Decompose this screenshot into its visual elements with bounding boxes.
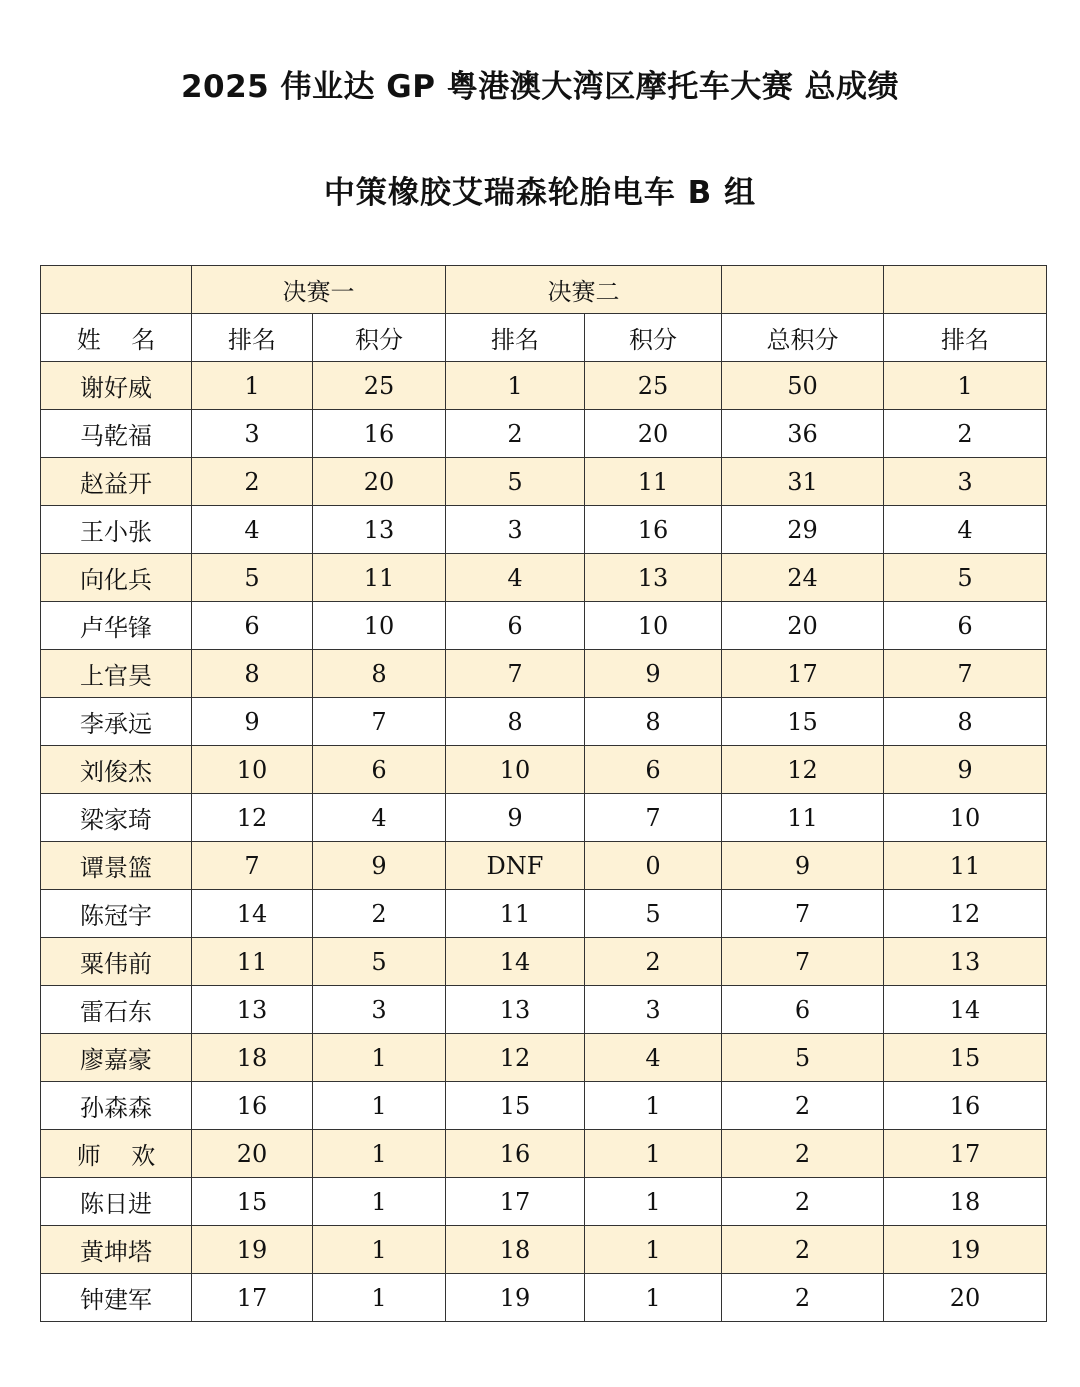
final1-points-cell: 13 (313, 506, 446, 554)
final2-points-cell: 9 (585, 650, 722, 698)
column-header-total-points: 总积分 (722, 314, 884, 362)
final1-points-cell: 7 (313, 698, 446, 746)
table-row (41, 698, 1047, 746)
column-header-final1-points: 积分 (313, 314, 446, 362)
table-row (41, 1034, 1047, 1082)
overall-rank-cell: 19 (884, 1226, 1047, 1274)
overall-rank-cell: 7 (884, 650, 1047, 698)
overall-rank-cell: 9 (884, 746, 1047, 794)
final1-points-cell: 20 (313, 458, 446, 506)
total-points-cell: 11 (722, 794, 884, 842)
page-subtitle: 中策橡胶艾瑞森轮胎电车 B 组 (323, 175, 757, 211)
final2-points-cell: 1 (585, 1226, 722, 1274)
final1-rank-cell: 7 (192, 842, 313, 890)
total-points-cell: 2 (722, 1178, 884, 1226)
table-row (41, 554, 1047, 602)
group-header-rank-blank (884, 266, 1047, 314)
final1-rank-cell: 18 (192, 1034, 313, 1082)
group-header-final1: 决赛一 (192, 266, 446, 314)
rider-name-cell: 马乾福 (41, 410, 192, 458)
final1-points-cell: 8 (313, 650, 446, 698)
final1-rank-cell: 8 (192, 650, 313, 698)
total-points-cell: 36 (722, 410, 884, 458)
final2-points-cell: 16 (585, 506, 722, 554)
final1-rank-cell: 14 (192, 890, 313, 938)
final2-rank-cell: 10 (446, 746, 585, 794)
final2-points-cell: 10 (585, 602, 722, 650)
total-points-cell: 7 (722, 938, 884, 986)
final1-points-cell: 4 (313, 794, 446, 842)
table-row (41, 1178, 1047, 1226)
final1-points-cell: 2 (313, 890, 446, 938)
column-header-final2-rank: 排名 (446, 314, 585, 362)
final2-points-cell: 7 (585, 794, 722, 842)
final2-points-cell: 6 (585, 746, 722, 794)
final2-rank-cell: 13 (446, 986, 585, 1034)
table-row (41, 1274, 1047, 1322)
final2-rank-cell: 14 (446, 938, 585, 986)
final1-points-cell: 5 (313, 938, 446, 986)
final2-points-cell: 1 (585, 1082, 722, 1130)
final1-rank-cell: 12 (192, 794, 313, 842)
rider-name-cell: 黄坤塔 (41, 1226, 192, 1274)
overall-rank-cell: 10 (884, 794, 1047, 842)
table-row (41, 410, 1047, 458)
rider-name-cell: 陈日进 (41, 1178, 192, 1226)
group-header-final2: 决赛二 (446, 266, 722, 314)
overall-rank-cell: 12 (884, 890, 1047, 938)
table-row (41, 746, 1047, 794)
rider-name-cell: 师 欢 (41, 1130, 192, 1178)
table-row (41, 890, 1047, 938)
final2-rank-cell: 12 (446, 1034, 585, 1082)
column-header-overall-rank: 排名 (884, 314, 1047, 362)
total-points-cell: 7 (722, 890, 884, 938)
rider-name-cell: 钟建军 (41, 1274, 192, 1322)
table-row (41, 794, 1047, 842)
final2-rank-cell: 16 (446, 1130, 585, 1178)
overall-rank-cell: 17 (884, 1130, 1047, 1178)
overall-rank-cell: 15 (884, 1034, 1047, 1082)
final1-points-cell: 10 (313, 602, 446, 650)
final1-rank-cell: 13 (192, 986, 313, 1034)
overall-rank-cell: 6 (884, 602, 1047, 650)
final1-points-cell: 3 (313, 986, 446, 1034)
final1-rank-cell: 9 (192, 698, 313, 746)
final1-rank-cell: 11 (192, 938, 313, 986)
rider-name-cell: 孙森森 (41, 1082, 192, 1130)
final1-points-cell: 9 (313, 842, 446, 890)
table-row (41, 362, 1047, 410)
total-points-cell: 2 (722, 1082, 884, 1130)
final2-rank-cell: 18 (446, 1226, 585, 1274)
final1-points-cell: 16 (313, 410, 446, 458)
overall-rank-cell: 1 (884, 362, 1047, 410)
final1-rank-cell: 6 (192, 602, 313, 650)
final2-rank-cell: 19 (446, 1274, 585, 1322)
overall-rank-cell: 20 (884, 1274, 1047, 1322)
rider-name-cell: 廖嘉豪 (41, 1034, 192, 1082)
final1-rank-cell: 20 (192, 1130, 313, 1178)
column-header-row (41, 314, 1047, 362)
final2-points-cell: 5 (585, 890, 722, 938)
total-points-cell: 31 (722, 458, 884, 506)
final1-rank-cell: 3 (192, 410, 313, 458)
table-row (41, 458, 1047, 506)
final2-rank-cell: 1 (446, 362, 585, 410)
column-header-final1-rank: 排名 (192, 314, 313, 362)
total-points-cell: 9 (722, 842, 884, 890)
final1-rank-cell: 19 (192, 1226, 313, 1274)
final1-points-cell: 11 (313, 554, 446, 602)
rider-name-cell: 上官昊 (41, 650, 192, 698)
final2-rank-cell: 7 (446, 650, 585, 698)
total-points-cell: 2 (722, 1130, 884, 1178)
rider-name-cell: 卢华锋 (41, 602, 192, 650)
final1-rank-cell: 17 (192, 1274, 313, 1322)
table-row (41, 1130, 1047, 1178)
total-points-cell: 5 (722, 1034, 884, 1082)
final1-rank-cell: 10 (192, 746, 313, 794)
final1-points-cell: 6 (313, 746, 446, 794)
final2-points-cell: 13 (585, 554, 722, 602)
group-header-total-blank (722, 266, 884, 314)
final2-points-cell: 1 (585, 1178, 722, 1226)
final2-points-cell: 2 (585, 938, 722, 986)
overall-rank-cell: 2 (884, 410, 1047, 458)
page-title: 2025 伟业达 GP 粤港澳大湾区摩托车大赛 总成绩 (180, 69, 900, 105)
final2-rank-cell: 2 (446, 410, 585, 458)
final2-points-cell: 1 (585, 1274, 722, 1322)
rider-name-cell: 陈冠宇 (41, 890, 192, 938)
final1-rank-cell: 4 (192, 506, 313, 554)
final2-rank-cell: 17 (446, 1178, 585, 1226)
final2-points-cell: 8 (585, 698, 722, 746)
final2-rank-cell: 9 (446, 794, 585, 842)
final1-points-cell: 25 (313, 362, 446, 410)
overall-rank-cell: 14 (884, 986, 1047, 1034)
final2-rank-cell: 6 (446, 602, 585, 650)
total-points-cell: 2 (722, 1226, 884, 1274)
final2-rank-cell: 5 (446, 458, 585, 506)
results-table (40, 265, 1047, 1322)
final1-rank-cell: 1 (192, 362, 313, 410)
rider-name-cell: 粟伟前 (41, 938, 192, 986)
final1-rank-cell: 2 (192, 458, 313, 506)
rider-name-cell: 王小张 (41, 506, 192, 554)
table-row (41, 1226, 1047, 1274)
total-points-cell: 24 (722, 554, 884, 602)
total-points-cell: 17 (722, 650, 884, 698)
rider-name-cell: 李承远 (41, 698, 192, 746)
total-points-cell: 29 (722, 506, 884, 554)
final2-points-cell: 3 (585, 986, 722, 1034)
rider-name-cell: 雷石东 (41, 986, 192, 1034)
final2-points-cell: 1 (585, 1130, 722, 1178)
overall-rank-cell: 13 (884, 938, 1047, 986)
final2-rank-cell: DNF (446, 842, 585, 890)
rider-name-cell: 刘俊杰 (41, 746, 192, 794)
final2-points-cell: 4 (585, 1034, 722, 1082)
total-points-cell: 15 (722, 698, 884, 746)
final1-points-cell: 1 (313, 1226, 446, 1274)
table-row (41, 938, 1047, 986)
overall-rank-cell: 5 (884, 554, 1047, 602)
rider-name-cell: 谢好威 (41, 362, 192, 410)
overall-rank-cell: 3 (884, 458, 1047, 506)
overall-rank-cell: 16 (884, 1082, 1047, 1130)
final1-rank-cell: 5 (192, 554, 313, 602)
final1-points-cell: 1 (313, 1034, 446, 1082)
final2-rank-cell: 3 (446, 506, 585, 554)
total-points-cell: 6 (722, 986, 884, 1034)
rider-name-cell: 梁家琦 (41, 794, 192, 842)
final1-points-cell: 1 (313, 1130, 446, 1178)
rider-name-cell: 谭景篮 (41, 842, 192, 890)
total-points-cell: 2 (722, 1274, 884, 1322)
table-row (41, 650, 1047, 698)
table-row (41, 1082, 1047, 1130)
table-row (41, 842, 1047, 890)
total-points-cell: 12 (722, 746, 884, 794)
overall-rank-cell: 8 (884, 698, 1047, 746)
column-header-final2-points: 积分 (585, 314, 722, 362)
table-row (41, 986, 1047, 1034)
final2-points-cell: 11 (585, 458, 722, 506)
final1-rank-cell: 16 (192, 1082, 313, 1130)
total-points-cell: 20 (722, 602, 884, 650)
final1-rank-cell: 15 (192, 1178, 313, 1226)
final2-rank-cell: 8 (446, 698, 585, 746)
total-points-cell: 50 (722, 362, 884, 410)
rider-name-cell: 向化兵 (41, 554, 192, 602)
final2-rank-cell: 11 (446, 890, 585, 938)
overall-rank-cell: 4 (884, 506, 1047, 554)
final2-points-cell: 25 (585, 362, 722, 410)
final1-points-cell: 1 (313, 1082, 446, 1130)
final2-points-cell: 0 (585, 842, 722, 890)
group-header-row (41, 266, 1047, 314)
final2-points-cell: 20 (585, 410, 722, 458)
final1-points-cell: 1 (313, 1274, 446, 1322)
final2-rank-cell: 4 (446, 554, 585, 602)
final1-points-cell: 1 (313, 1178, 446, 1226)
column-header-name: 姓 名 (41, 314, 192, 362)
final2-rank-cell: 15 (446, 1082, 585, 1130)
overall-rank-cell: 18 (884, 1178, 1047, 1226)
table-row (41, 506, 1047, 554)
group-header-blank (41, 266, 192, 314)
rider-name-cell: 赵益开 (41, 458, 192, 506)
table-row (41, 602, 1047, 650)
overall-rank-cell: 11 (884, 842, 1047, 890)
